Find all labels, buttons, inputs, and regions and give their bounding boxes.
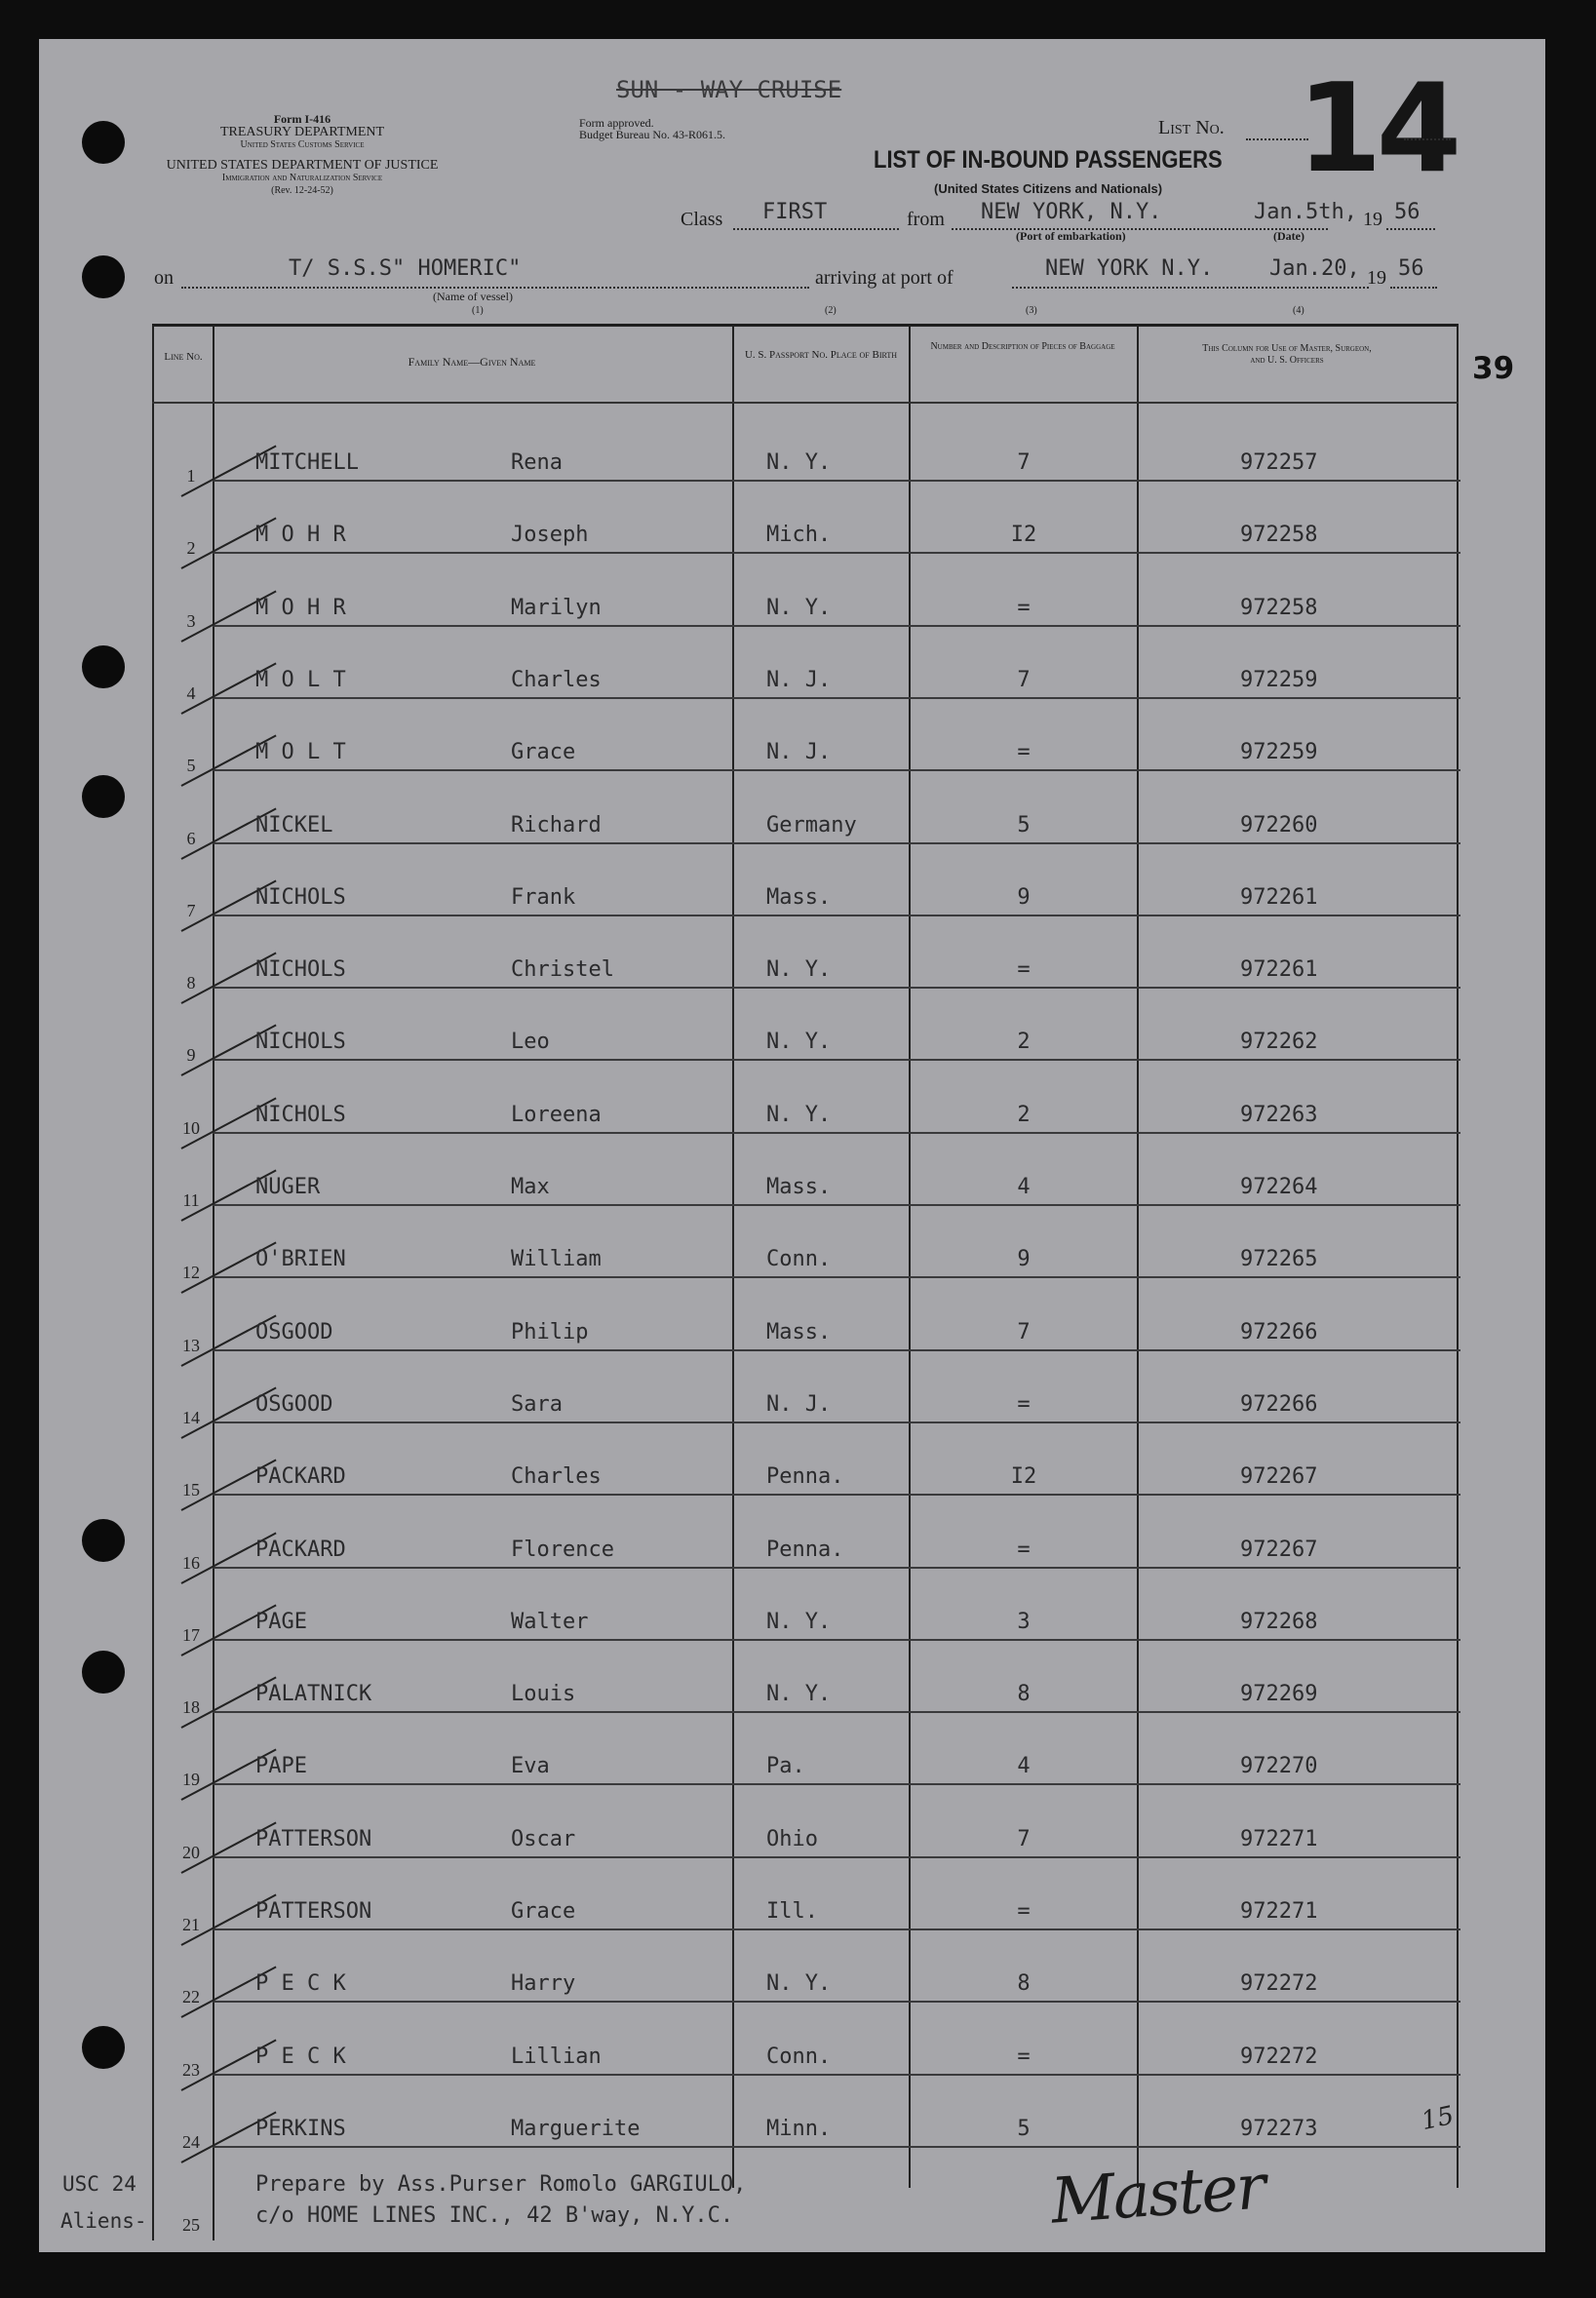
cell-birth: N. Y. xyxy=(766,1030,832,1054)
cell-family: P E C K xyxy=(255,1971,346,1996)
cell-baggage: 4 xyxy=(1017,1175,1031,1199)
cell-birth: N. Y. xyxy=(766,1682,832,1706)
cell-family: PATTERSON xyxy=(255,1827,372,1851)
header-passport: U. S. Passport No. Place of Birth xyxy=(744,349,898,361)
cell-ticket: 972272 xyxy=(1240,1971,1318,1996)
line-number: 12 xyxy=(182,1263,200,1282)
cell-given: Louis xyxy=(511,1682,576,1706)
cell-family: M O L T xyxy=(255,740,346,764)
cell-baggage: 7 xyxy=(1017,1320,1031,1344)
cell-given: Christel xyxy=(511,957,614,982)
cell-given: Loreena xyxy=(511,1103,602,1127)
class-label: Class xyxy=(681,209,723,230)
cell-given: Marilyn xyxy=(511,596,602,620)
line-number: 21 xyxy=(182,1915,200,1934)
cell-baggage: = xyxy=(1017,1392,1031,1417)
cell-birth: Mich. xyxy=(766,523,832,547)
cell-ticket: 972271 xyxy=(1240,1899,1318,1924)
punch-hole xyxy=(82,255,125,298)
cell-family: MITCHELL xyxy=(255,450,359,475)
cell-family: NICHOLS xyxy=(255,885,346,910)
cell-ticket: 972267 xyxy=(1240,1538,1318,1562)
row-rule xyxy=(213,1422,1460,1423)
stamp-title: SUN - WAY CRUISE xyxy=(616,76,842,103)
line-number-25: 25 xyxy=(182,2215,200,2235)
table-right-rule xyxy=(1457,326,1459,2188)
cell-ticket: 972257 xyxy=(1240,450,1318,475)
cell-birth: N. Y. xyxy=(766,1103,832,1127)
cell-baggage: 5 xyxy=(1017,2117,1031,2141)
punch-hole xyxy=(82,645,125,688)
row-rule xyxy=(213,1567,1460,1569)
cell-birth: N. J. xyxy=(766,668,832,692)
table-top-rule xyxy=(152,324,1459,327)
cell-baggage: 8 xyxy=(1017,1682,1031,1706)
list-number: 14 xyxy=(1297,57,1457,200)
cell-birth: N. J. xyxy=(766,740,832,764)
cell-baggage: = xyxy=(1017,1899,1031,1924)
cell-given: Richard xyxy=(511,813,602,837)
row-rule xyxy=(213,915,1460,916)
line-number: 11 xyxy=(182,1190,200,1210)
cell-given: Eva xyxy=(511,1754,550,1778)
cell-family: PAGE xyxy=(255,1610,307,1634)
cell-family: PERKINS xyxy=(255,2117,346,2141)
date-caption: (Date) xyxy=(1273,229,1304,243)
row-rule xyxy=(213,1783,1460,1785)
line-number: 1 xyxy=(186,466,196,486)
cell-birth: N. Y. xyxy=(766,596,832,620)
table-divider-passport xyxy=(732,326,734,2188)
line-number: 2 xyxy=(186,538,196,558)
cell-given: Grace xyxy=(511,740,576,764)
cell-family: M O H R xyxy=(255,596,346,620)
cell-ticket: 972262 xyxy=(1240,1030,1318,1054)
cell-baggage: 3 xyxy=(1017,1610,1031,1634)
cell-family: NUGER xyxy=(255,1175,321,1199)
cell-birth: N. Y. xyxy=(766,957,832,982)
cell-given: Rena xyxy=(511,450,563,475)
line-number: 24 xyxy=(182,2132,200,2152)
line-number: 6 xyxy=(186,829,196,848)
row-rule xyxy=(213,2146,1460,2148)
cell-baggage: I2 xyxy=(1010,1464,1037,1489)
cell-birth: Mass. xyxy=(766,885,832,910)
header-line-no: Line No. xyxy=(164,351,203,363)
cell-ticket: 972271 xyxy=(1240,1827,1318,1851)
cell-ticket: 972261 xyxy=(1240,957,1318,982)
arriving-label: arriving at port of xyxy=(815,267,954,289)
line-number: 8 xyxy=(186,973,196,993)
list-no-label: List No. xyxy=(1158,117,1225,138)
cell-birth: N. Y. xyxy=(766,1971,832,1996)
cell-family: NICKEL xyxy=(255,813,333,837)
cell-family: PACKARD xyxy=(255,1538,346,1562)
cell-given: Oscar xyxy=(511,1827,576,1851)
aliens-label: Aliens- xyxy=(60,2209,147,2233)
from-label: from xyxy=(907,209,945,230)
row-rule xyxy=(213,625,1460,627)
cell-birth: Pa. xyxy=(766,1754,805,1778)
column-number-3: (3) xyxy=(1026,305,1037,316)
cell-given: Max xyxy=(511,1175,550,1199)
row-rule xyxy=(213,1059,1460,1061)
row-rule xyxy=(213,552,1460,554)
line-number: 20 xyxy=(182,1843,200,1862)
cell-family: NICHOLS xyxy=(255,1030,346,1054)
cell-birth: Germany xyxy=(766,813,857,837)
cell-given: Joseph xyxy=(511,523,589,547)
cell-birth: Conn. xyxy=(766,2045,832,2069)
officer-initials: 15 xyxy=(1419,2100,1457,2137)
punch-hole xyxy=(82,1519,125,1562)
cell-given: Florence xyxy=(511,1538,614,1562)
cell-ticket: 972259 xyxy=(1240,668,1318,692)
cell-given: Charles xyxy=(511,668,602,692)
cell-given: Leo xyxy=(511,1030,550,1054)
cell-birth: Minn. xyxy=(766,2117,832,2141)
line-number: 13 xyxy=(182,1336,200,1355)
usc-label: USC 24 xyxy=(62,2172,136,2196)
document-title: LIST OF IN-BOUND PASSENGERS xyxy=(874,146,1223,174)
vessel-caption: (Name of vessel) xyxy=(433,290,513,303)
cell-ticket: 972261 xyxy=(1240,885,1318,910)
cell-family: OSGOOD xyxy=(255,1320,333,1344)
cell-baggage: = xyxy=(1017,596,1031,620)
master-signature: Master xyxy=(1048,2151,1267,2239)
line-number: 3 xyxy=(186,611,196,631)
row-rule xyxy=(213,1276,1460,1278)
cell-family: OSGOOD xyxy=(255,1392,333,1417)
cell-given: Marguerite xyxy=(511,2117,641,2141)
arriving-port: NEW YORK N.Y. xyxy=(1045,256,1214,281)
cell-family: M O H R xyxy=(255,523,346,547)
cell-baggage: 9 xyxy=(1017,1247,1031,1271)
cell-baggage: 7 xyxy=(1017,450,1031,475)
cell-baggage: 7 xyxy=(1017,668,1031,692)
arriving-year: 56 xyxy=(1398,256,1424,281)
cell-given: Charles xyxy=(511,1464,602,1489)
cell-family: PACKARD xyxy=(255,1464,346,1489)
cell-baggage: = xyxy=(1017,1538,1031,1562)
row-rule xyxy=(213,697,1460,699)
form-approved: Form approved. xyxy=(579,116,654,130)
cell-baggage: I2 xyxy=(1010,523,1037,547)
cell-family: O'BRIEN xyxy=(255,1247,346,1271)
budget-bureau: Budget Bureau No. 43-R061.5. xyxy=(579,128,725,141)
arriving-date: Jan.20, xyxy=(1269,256,1360,281)
line-number: 22 xyxy=(182,1987,200,2006)
row-rule xyxy=(213,2074,1460,2076)
cell-birth: N. Y. xyxy=(766,1610,832,1634)
from-value: NEW YORK, N.Y. xyxy=(981,200,1162,224)
column-number-4: (4) xyxy=(1293,305,1304,316)
cell-birth: Ohio xyxy=(766,1827,818,1851)
row-rule xyxy=(213,1494,1460,1496)
line-number: 17 xyxy=(182,1625,200,1645)
cell-given: Philip xyxy=(511,1320,589,1344)
cell-baggage: 2 xyxy=(1017,1103,1031,1127)
date-value: Jan.5th, xyxy=(1254,200,1357,224)
table-divider-officers xyxy=(1137,326,1139,2188)
header-name: Family Name—Given Name xyxy=(408,355,536,369)
cell-baggage: 8 xyxy=(1017,1971,1031,1996)
cell-baggage: 2 xyxy=(1017,1030,1031,1054)
document-subtitle: (United States Citizens and Nationals) xyxy=(934,181,1163,196)
row-rule xyxy=(213,2001,1460,2003)
cell-ticket: 972273 xyxy=(1240,2117,1318,2141)
line-number: 10 xyxy=(182,1118,200,1138)
cell-birth: Mass. xyxy=(766,1175,832,1199)
line-number: 5 xyxy=(186,756,196,775)
cell-ticket: 972264 xyxy=(1240,1175,1318,1199)
cell-family: PALATNICK xyxy=(255,1682,372,1706)
class-value: FIRST xyxy=(762,200,828,224)
prepared-by-line-2: c/o HOME LINES INC., 42 B'way, N.Y.C. xyxy=(255,2203,734,2228)
line-number: 7 xyxy=(186,901,196,920)
cell-birth: N. Y. xyxy=(766,450,832,475)
prepared-by-line-1: Prepare by Ass.Purser Romolo GARGIULO, xyxy=(255,2172,747,2197)
cell-family: PATTERSON xyxy=(255,1899,372,1924)
cell-family: NICHOLS xyxy=(255,1103,346,1127)
punch-hole xyxy=(82,2026,125,2069)
cell-family: P E C K xyxy=(255,2045,346,2069)
cell-ticket: 972270 xyxy=(1240,1754,1318,1778)
table-divider-baggage xyxy=(909,326,911,2188)
cell-family: M O L T xyxy=(255,668,346,692)
cell-given: Lillian xyxy=(511,2045,602,2069)
table-left-rule xyxy=(152,326,154,2240)
line-number: 18 xyxy=(182,1697,200,1717)
arriving-year-prefix: 19 xyxy=(1367,267,1386,289)
header-officers: This Column for Use of Master, Surgeon, and U. S. Officers xyxy=(1202,343,1372,366)
punch-hole xyxy=(82,121,125,164)
line-number: 15 xyxy=(182,1480,200,1500)
punch-hole xyxy=(82,775,125,818)
cell-baggage: 4 xyxy=(1017,1754,1031,1778)
cell-ticket: 972263 xyxy=(1240,1103,1318,1127)
cell-birth: Ill. xyxy=(766,1899,818,1924)
on-label: on xyxy=(154,267,174,289)
column-number-2: (2) xyxy=(825,305,837,316)
cell-birth: N. J. xyxy=(766,1392,832,1417)
cell-family: NICHOLS xyxy=(255,957,346,982)
year-prefix: 19 xyxy=(1363,209,1382,230)
row-rule xyxy=(213,1349,1460,1351)
cell-baggage: 9 xyxy=(1017,885,1031,910)
line-number: 4 xyxy=(186,683,196,703)
cell-given: Harry xyxy=(511,1971,576,1996)
row-rule xyxy=(213,1928,1460,1930)
cell-ticket: 972272 xyxy=(1240,2045,1318,2069)
cell-given: Walter xyxy=(511,1610,589,1634)
port-caption: (Port of embarkation) xyxy=(1016,229,1126,243)
cell-given: Sara xyxy=(511,1392,563,1417)
cell-ticket: 972258 xyxy=(1240,523,1318,547)
year-value: 56 xyxy=(1394,200,1421,224)
cell-given: Grace xyxy=(511,1899,576,1924)
cell-birth: Penna. xyxy=(766,1538,844,1562)
punch-hole xyxy=(82,1651,125,1694)
cell-ticket: 972265 xyxy=(1240,1247,1318,1271)
row-rule xyxy=(213,1204,1460,1206)
vessel-name: T/ S.S.S" HOMERIC" xyxy=(289,256,522,281)
row-rule xyxy=(213,1856,1460,1858)
form-block: Form I-416 TREASURY DEPARTMENT United States Customs Service UNITED STATES DEPARTMENT OF JUSTICE Immigration and Naturalization Service (Rev. 12-24-52) xyxy=(166,112,439,196)
line-number: 14 xyxy=(182,1408,200,1427)
cell-ticket: 972269 xyxy=(1240,1682,1318,1706)
row-rule xyxy=(213,842,1460,844)
row-rule xyxy=(213,1711,1460,1713)
row-rule xyxy=(213,769,1460,771)
line-number: 19 xyxy=(182,1770,200,1789)
row-rule xyxy=(213,1639,1460,1641)
line-number: 9 xyxy=(186,1045,196,1065)
header-baggage: Number and Description of Pieces of Baggage xyxy=(930,341,1115,352)
cell-ticket: 972259 xyxy=(1240,740,1318,764)
table-header-rule xyxy=(152,402,1459,404)
cell-ticket: 972266 xyxy=(1240,1392,1318,1417)
table-divider-name xyxy=(213,326,214,2240)
cell-family: PAPE xyxy=(255,1754,307,1778)
cell-birth: Mass. xyxy=(766,1320,832,1344)
cell-ticket: 972268 xyxy=(1240,1610,1318,1634)
cell-ticket: 972260 xyxy=(1240,813,1318,837)
cell-baggage: 7 xyxy=(1017,1827,1031,1851)
column-number-1: (1) xyxy=(472,305,484,316)
row-rule xyxy=(213,987,1460,989)
cell-birth: Conn. xyxy=(766,1247,832,1271)
cell-baggage: = xyxy=(1017,2045,1031,2069)
cell-baggage: = xyxy=(1017,957,1031,982)
cell-baggage: = xyxy=(1017,740,1031,764)
page-number: 39 xyxy=(1472,351,1515,386)
row-rule xyxy=(213,1132,1460,1134)
cell-ticket: 972258 xyxy=(1240,596,1318,620)
cell-ticket: 972266 xyxy=(1240,1320,1318,1344)
cell-given: Frank xyxy=(511,885,576,910)
cell-birth: Penna. xyxy=(766,1464,844,1489)
cell-ticket: 972267 xyxy=(1240,1464,1318,1489)
line-number: 16 xyxy=(182,1553,200,1573)
line-number: 23 xyxy=(182,2060,200,2080)
cell-baggage: 5 xyxy=(1017,813,1031,837)
cell-given: William xyxy=(511,1247,602,1271)
row-rule xyxy=(213,480,1460,482)
